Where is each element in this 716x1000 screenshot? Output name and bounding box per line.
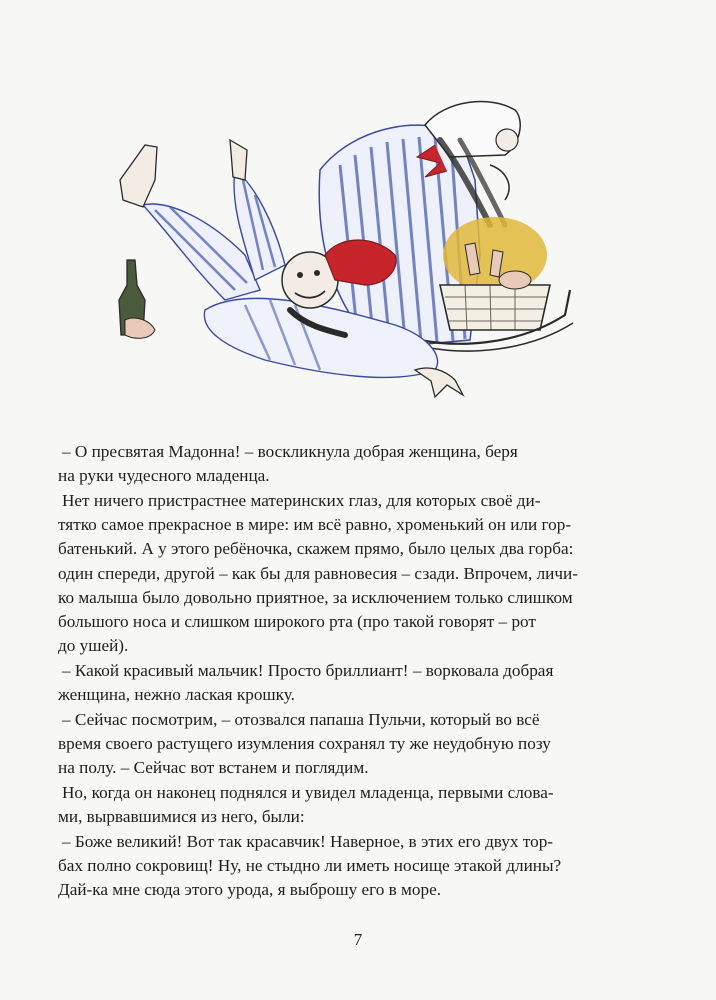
text-line: – Боже великий! Вот так красавчик! Наверное, в этих его двух тор- [62,831,554,851]
text-line: ко малыша было довольно приятное, за исключением только слишком [58,587,573,607]
paragraph [58,830,658,903]
text-line: женщина, нежно лаская крошку. [58,685,295,705]
text-line: – О пресвятая Мадонна! – воскликнула добрая женщина, беря [62,442,518,461]
text-line: до ушей). [58,636,129,656]
text-line: батенький. А у этого ребёночка, скажем прямо, было целых два горба: [58,539,574,559]
text-line: ми, вырвавшимися из него, были: [58,807,305,827]
paragraph [58,489,658,658]
text-line: на полу. – Сейчас вот встанем и поглядим. [58,758,369,778]
text-line: бах полно сокровищ! Ну, не стыдно ли иметь носище этакой длины? [58,855,562,875]
paragraph [58,781,658,829]
text-line: – Сейчас посмотрим, – отозвался папаша Пульчи, который во всё [62,709,540,729]
paragraph [58,440,658,488]
text-line: тятко самое прекрасное в мире: им всё равно, хроменький он или гор- [58,515,572,535]
text-line: большого носа и слишком широкого рта (про такой говорят – рот [58,611,536,631]
page-number: 7 [353,930,363,949]
text-line: на руки чудесного младенца. [58,466,270,486]
paragraph [58,708,658,781]
text-line: один спереди, другой – как бы для равновесия – сзади. Впрочем, личи- [58,563,578,583]
paragraph [58,659,658,707]
text-line: время своего растущего изумления сохранял ту же неудобную позу [58,733,551,753]
illustration-falling-man-and-woman-with-cradle [95,85,585,420]
text-line: – Какой красивый мальчик! Просто бриллиант! – ворковала добрая [62,660,554,680]
text-line: Дай-ка мне сюда этого урода, я выброшу его в море. [58,880,442,900]
text-line: Но, когда он наконец поднялся и увидел младенца, первыми слова- [62,782,554,802]
text-line: Нет ничего пристрастнее материнских глаз, для которых своё ди- [62,490,541,510]
story-text [58,440,658,903]
